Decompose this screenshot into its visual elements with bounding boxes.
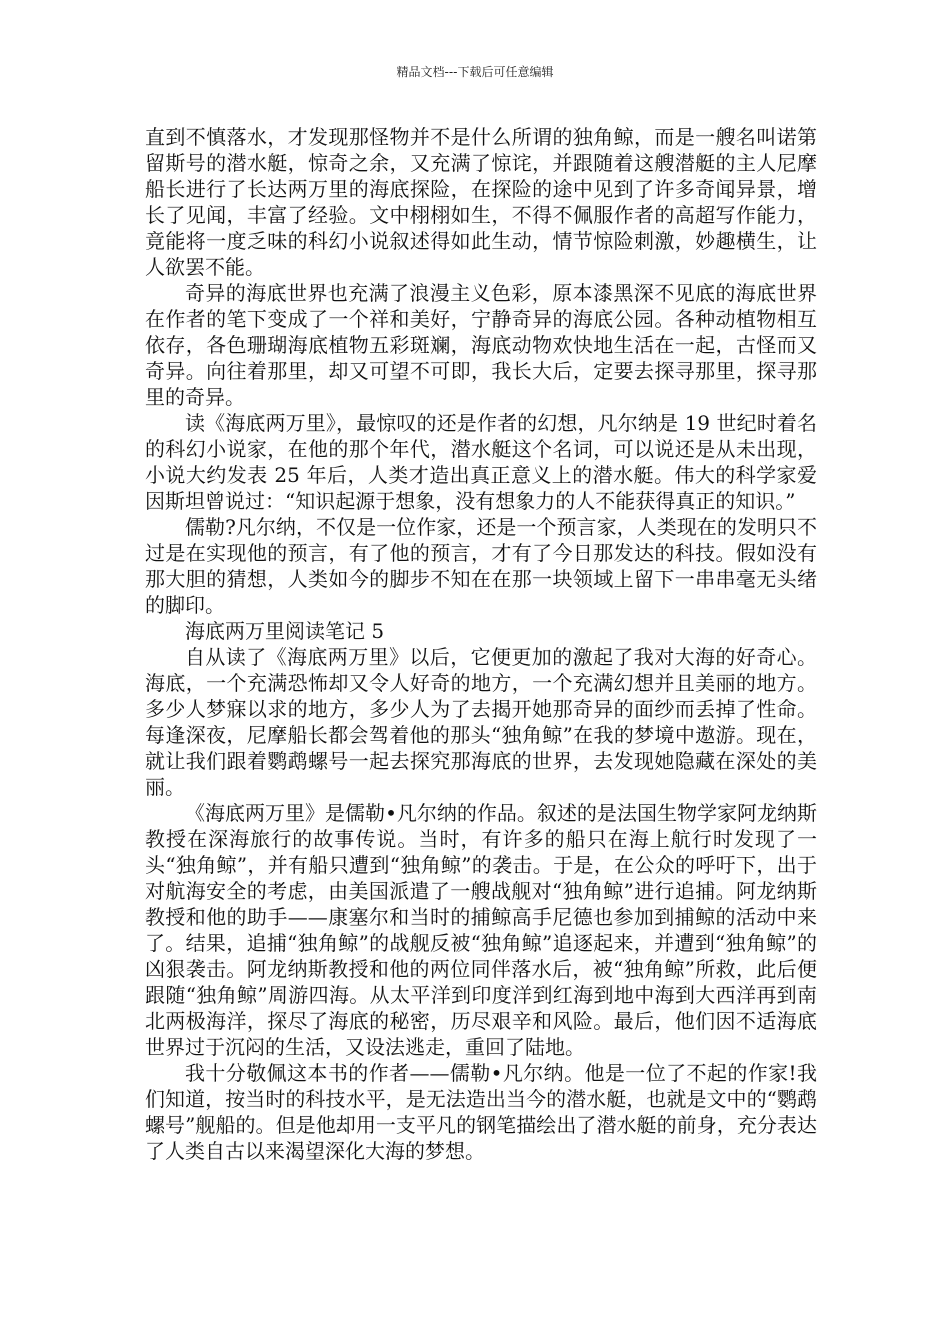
page-header: 精品文档---下载后可任意编辑 bbox=[396, 65, 554, 79]
paragraph-3: 读《海底两万里》，最惊叹的还是作者的幻想，凡尔纳是 19 世纪时着名的科幻小说家，在他的那个年代，潜水艇这个名词，可以说还是从未出现，小说大约发表 25 年后，人类才造出真正意义上的潜水艇。伟大的科学家爱因斯坦曾说过：“知识起源于想象，没有想象力的人不能获得真正的知识。” bbox=[145, 411, 817, 513]
section-heading: 海底两万里阅读笔记 5 bbox=[185, 619, 385, 643]
paragraph-6: 《海底两万里》是儒勒•凡尔纳的作品。叙述的是法国生物学家阿龙纳斯教授在深海旅行的故事传说。当时，有许多的船只在海上航行时发现了一头“独角鲸”，并有船只遭到“独角鲸”的袭击。于是，在公众的呼吁下，出于对航海安全的考虑，由美国派遣了一艘战舰对“独角鲸”进行追捕。阿龙纳斯教授和他的助手——康塞尔和当时的捕鲸高手尼德也参加到捕鲸的活动中来了。结果，追捕“独角鲸”的战舰反被“独角鲸”追逐起来，并遭到“独角鲸”的凶狠袭击。阿龙纳斯教授和他的两位同伴落水后，被“独角鲸”所救，此后便跟随“独角鲸”周游四海。从太平洋到印度洋到红海到地中海到大西洋再到南北两极海洋，探尽了海底的秘密，历尽艰辛和风险。最后，他们因不适海底世界过于沉闷的生活，又设法逃走，重回了陆地。 bbox=[145, 801, 817, 1059]
paragraph-4: 儒勒?凡尔纳，不仅是一位作家，还是一个预言家，人类现在的发明只不过是在实现他的预言，有了他的预言，才有了今日那发达的科技。假如没有那大胆的猜想，人类如今的脚步不知在在那一块领域上留下一串串毫无头绪的脚印。 bbox=[145, 515, 817, 617]
paragraph-2: 奇异的海底世界也充满了浪漫主义色彩，原本漆黑深不见底的海底世界在作者的笔下变成了一个祥和美好，宁静奇异的海底公园。各种动植物相互依存，各色珊瑚海底植物五彩斑斓，海底动物欢快地生活在一起，古怪而又奇异。向往着那里，却又可望不可即，我长大后，定要去探寻那里，探寻那里的奇异。 bbox=[145, 281, 817, 409]
paragraph-7: 我十分敬佩这本书的作者——儒勒•凡尔纳。他是一位了不起的作家!我们知道，按当时的科技水平，是无法造出当今的潜水艇，也就是文中的“鹦鹉螺号”舰船的。但是他却用一支平凡的钢笔描绘出了潜水艇的前身，充分表达了人类自古以来渴望深化大海的梦想。 bbox=[145, 1061, 817, 1163]
paragraph-1: 直到不慎落水，才发现那怪物并不是什么所谓的独角鲸，而是一艘名叫诺第留斯号的潜水艇，惊奇之余，又充满了惊诧，并跟随着这艘潜艇的主人尼摩船长进行了长达两万里的海底探险，在探险的途中见到了许多奇闻异景，增长了见闻，丰富了经验。文中栩栩如生，不得不佩服作者的高超写作能力，竟能将一度乏味的科幻小说叙述得如此生动，情节惊险刺激，妙趣横生，让人欲罢不能。 bbox=[145, 125, 817, 279]
paragraph-5: 自从读了《海底两万里》以后，它便更加的激起了我对大海的好奇心。海底，一个充满恐怖却又令人好奇的地方，一个充满幻想并且美丽的地方。多少人梦寐以求的地方，多少人为了去揭开她那奇异的面纱而丢掉了性命。每逢深夜，尼摩船长都会驾着他的那头“独角鲸”在我的梦境中遨游。现在，就让我们跟着鹦鹉螺号一起去探究那海底的世界，去发现她隐藏在深处的美丽。 bbox=[145, 645, 817, 799]
document-body bbox=[145, 124, 817, 1164]
